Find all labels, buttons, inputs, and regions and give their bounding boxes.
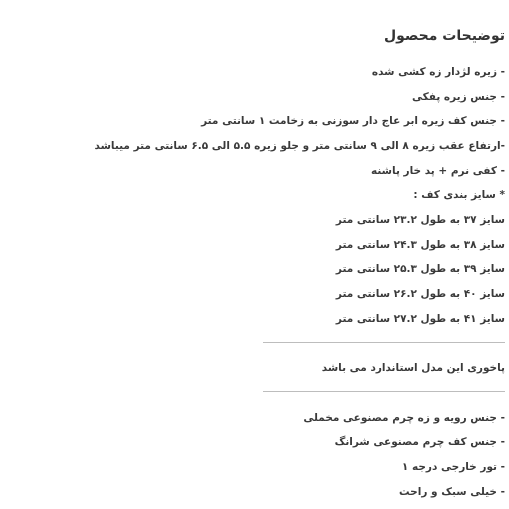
section-title: توضیحات محصول: [383, 28, 505, 44]
material-line: - خیلی سبک و راحت: [399, 486, 505, 498]
divider: [263, 391, 505, 392]
fit-note: پاخوری این مدل استاندارد می باشد: [321, 362, 505, 374]
size-line: سایز ۳۷ به طول ۲۳.۲ سانتی متر: [335, 214, 505, 226]
feature-line: - زیره لژدار زه کشی شده: [371, 66, 505, 78]
size-line: سایز ۳۸ به طول ۲۴.۳ سانتی متر: [335, 239, 505, 251]
material-line: - جنس کف چرم مصنوعی شرانگ: [334, 436, 505, 448]
divider: [263, 342, 505, 343]
size-heading: * سایز بندی کف :: [413, 189, 505, 201]
size-line: سایز ۴۰ به طول ۲۶.۲ سانتی متر: [335, 288, 505, 300]
size-line: سایز ۴۱ به طول ۲۷.۲ سانتی متر: [335, 313, 505, 325]
size-line: سایز ۳۹ به طول ۲۵.۳ سانتی متر: [335, 263, 505, 275]
feature-line: - جنس کف زیره ابر عاج دار سوزنی به زخامت ۱ سانتی متر: [201, 115, 505, 127]
feature-line: -ارتفاع عقب زیره ۸ الی ۹ سانتی متر و جلو زیره ۵.۵ الی ۶.۵ سانتی متر میباشد: [94, 140, 505, 152]
feature-line: - کفی نرم + پد خار پاشنه: [371, 165, 505, 177]
material-line: - تور خارجی درجه ۱: [401, 461, 505, 473]
material-line: - جنس رویه و زه چرم مصنوعی مخملی: [303, 412, 505, 424]
feature-line: - جنس زیره پفکی: [412, 91, 505, 103]
